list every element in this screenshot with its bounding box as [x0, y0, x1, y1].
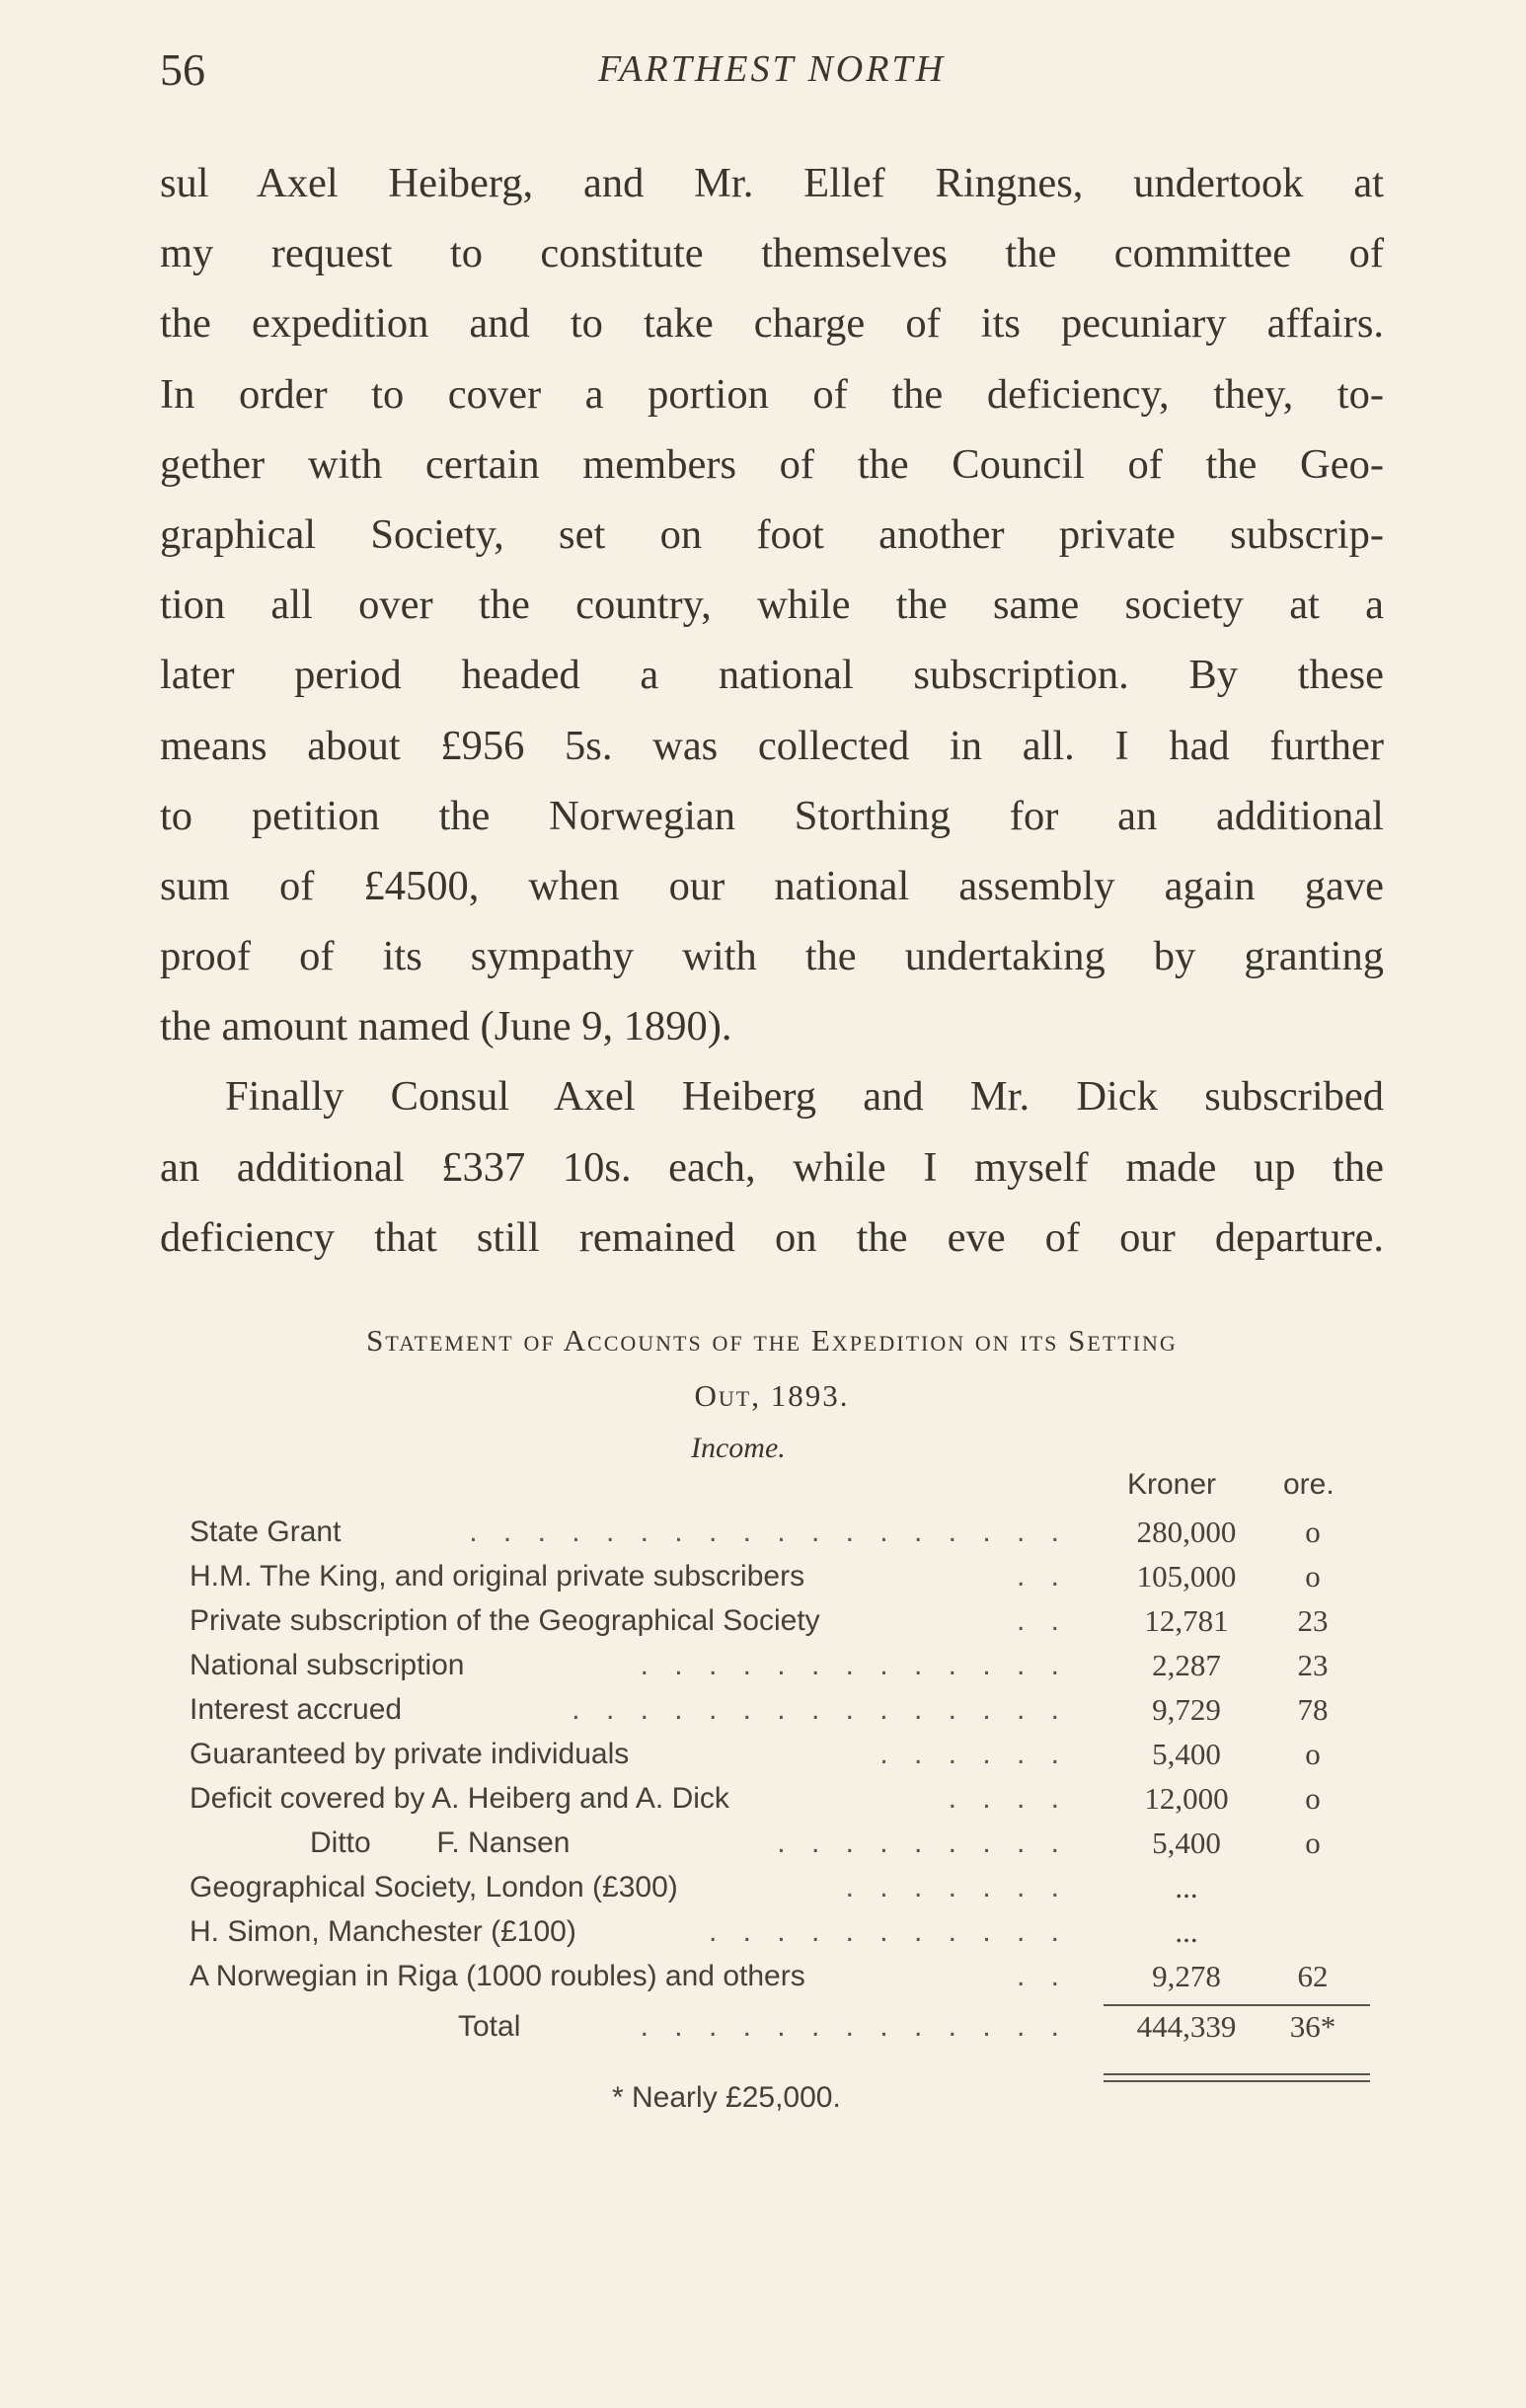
- row-kroner: 5,400: [1152, 1825, 1221, 1860]
- leader-dots: . . . . . . . . . . . . . . . . . .: [469, 1515, 1068, 1548]
- text-line: proof of its sympathy with the undertaking by granting: [160, 933, 1384, 980]
- row-label: Guaranteed by private individuals: [190, 1738, 630, 1770]
- table-row: [190, 1732, 1374, 1776]
- text-line: sul Axel Heiberg, and Mr. Ellef Ringnes, undertook at: [160, 160, 1384, 206]
- text-line: gether with certain members of the Council of the Geo-: [160, 440, 1384, 488]
- row-label: Private subscription of the Geographical Society: [190, 1604, 820, 1637]
- row-ore: 23: [1297, 1603, 1329, 1638]
- total-ore: 36*: [1289, 2009, 1336, 2044]
- leader-dots: . .: [1016, 1960, 1068, 1992]
- text-line: sum of £4500, when our national assembly again gave: [160, 862, 1384, 909]
- text-line: tion all over the country, while the same society at a: [160, 582, 1384, 629]
- table-row: [190, 1865, 1374, 1909]
- leader-dots: . . . . . . . . . . . . .: [640, 1649, 1068, 1681]
- row-label: Geographical Society, London (£300): [190, 1871, 678, 1903]
- leader-dots: . .: [1016, 1560, 1068, 1592]
- row-kroner: 105,000: [1136, 1559, 1237, 1593]
- row-ore: o: [1305, 1515, 1321, 1549]
- text-line: to petition the Norwegian Storthing for an additional: [160, 792, 1384, 839]
- row-ore: o: [1305, 1825, 1321, 1860]
- income-heading: Income.: [691, 1432, 786, 1464]
- row-kroner: 9,278: [1152, 1959, 1221, 1993]
- statement-title-line: Out, 1893.: [694, 1378, 850, 1413]
- total-row: [190, 2004, 1374, 2049]
- leader-dots: . . . . . . . . . . . . .: [640, 2010, 1068, 2043]
- row-ore: o: [1305, 1737, 1321, 1771]
- page-number: 56: [160, 44, 205, 95]
- statement-title-line: Statement of Accounts of the Expedition on its Setting: [366, 1323, 1178, 1358]
- text-line: In order to cover a portion of the deficiency, they, to-: [160, 370, 1384, 418]
- table-row: [190, 1554, 1374, 1598]
- row-label: H. Simon, Manchester (£100): [190, 1915, 576, 1948]
- total-double-rule: [1104, 2073, 1370, 2082]
- leader-dots: . . . . . . . . .: [777, 1826, 1068, 1859]
- row-ore: 78: [1297, 1692, 1329, 1727]
- table-row: [190, 1687, 1374, 1732]
- row-kroner: 5,400: [1152, 1737, 1221, 1771]
- row-kroner: ...: [1175, 1914, 1198, 1949]
- row-label: Ditto F. Nansen: [310, 1826, 571, 1859]
- row-label: State Grant: [190, 1515, 342, 1548]
- table-row: [190, 1510, 1374, 1554]
- row-label: Interest accrued: [190, 1693, 403, 1726]
- text-line: the expedition and to take charge of its pecuniary affairs.: [160, 300, 1384, 348]
- row-label: National subscription: [190, 1649, 465, 1681]
- accounts-header: [190, 1466, 1374, 1510]
- leader-dots: . .: [1016, 1604, 1068, 1637]
- ore-column-header: ore.: [1283, 1468, 1335, 1501]
- table-row: [190, 1776, 1374, 1821]
- text-line: my request to constitute themselves the committee of: [160, 230, 1384, 277]
- total-kroner: 444,339: [1136, 2009, 1237, 2044]
- footnote: * Nearly £25,000.: [612, 2081, 841, 2114]
- accounts-table: [190, 1466, 1374, 2049]
- row-ore: 23: [1297, 1648, 1329, 1682]
- row-label: Deficit covered by A. Heiberg and A. Dick: [190, 1782, 729, 1815]
- kroner-column-header: Kroner: [1127, 1468, 1217, 1501]
- table-row: [190, 1821, 1374, 1865]
- text-line: later period headed a national subscription. By these: [160, 652, 1384, 699]
- row-ore: o: [1305, 1781, 1321, 1816]
- text-line: means about £956 5s. was collected in all. I had further: [160, 722, 1384, 769]
- body-text: [160, 148, 1384, 1273]
- table-row: [190, 1909, 1374, 1954]
- text-line: deficiency that still remained on the eve of our departure.: [160, 1213, 1384, 1261]
- text-line: Finally Consul Axel Heiberg and Mr. Dick subscribed: [225, 1073, 1384, 1121]
- row-kroner: ...: [1175, 1870, 1198, 1904]
- page-header: [160, 43, 1384, 103]
- row-kroner: 280,000: [1136, 1515, 1237, 1549]
- running-title: FARTHEST NORTH: [597, 48, 947, 90]
- row-kroner: 12,781: [1144, 1603, 1229, 1638]
- row-kroner: 12,000: [1144, 1781, 1229, 1816]
- row-label: A Norwegian in Riga (1000 roubles) and others: [190, 1960, 805, 1992]
- leader-dots: . . . .: [948, 1782, 1068, 1815]
- leader-dots: . . . . . .: [879, 1738, 1068, 1770]
- total-label: Total: [458, 2010, 521, 2043]
- table-row: [190, 1954, 1374, 1998]
- text-line: the amount named (June 9, 1890).: [160, 1003, 732, 1050]
- table-row: [190, 1643, 1374, 1687]
- leader-dots: . . . . . . . . . . .: [708, 1915, 1068, 1948]
- row-kroner: 9,729: [1152, 1692, 1221, 1727]
- leader-dots: . . . . . . . . . . . . . . .: [572, 1693, 1068, 1726]
- row-label: H.M. The King, and original private subscribers: [190, 1560, 805, 1592]
- row-kroner: 2,287: [1152, 1648, 1221, 1682]
- row-ore: o: [1305, 1559, 1321, 1593]
- text-line: an additional £337 10s. each, while I myself made up the: [160, 1143, 1384, 1191]
- row-ore: 62: [1297, 1959, 1329, 1993]
- sum-rule: [1104, 2004, 1370, 2006]
- text-line: graphical Society, set on foot another private subscrip-: [160, 510, 1384, 558]
- table-row: [190, 1598, 1374, 1643]
- leader-dots: . . . . . . .: [845, 1871, 1068, 1903]
- statement-title: [160, 1313, 1384, 1424]
